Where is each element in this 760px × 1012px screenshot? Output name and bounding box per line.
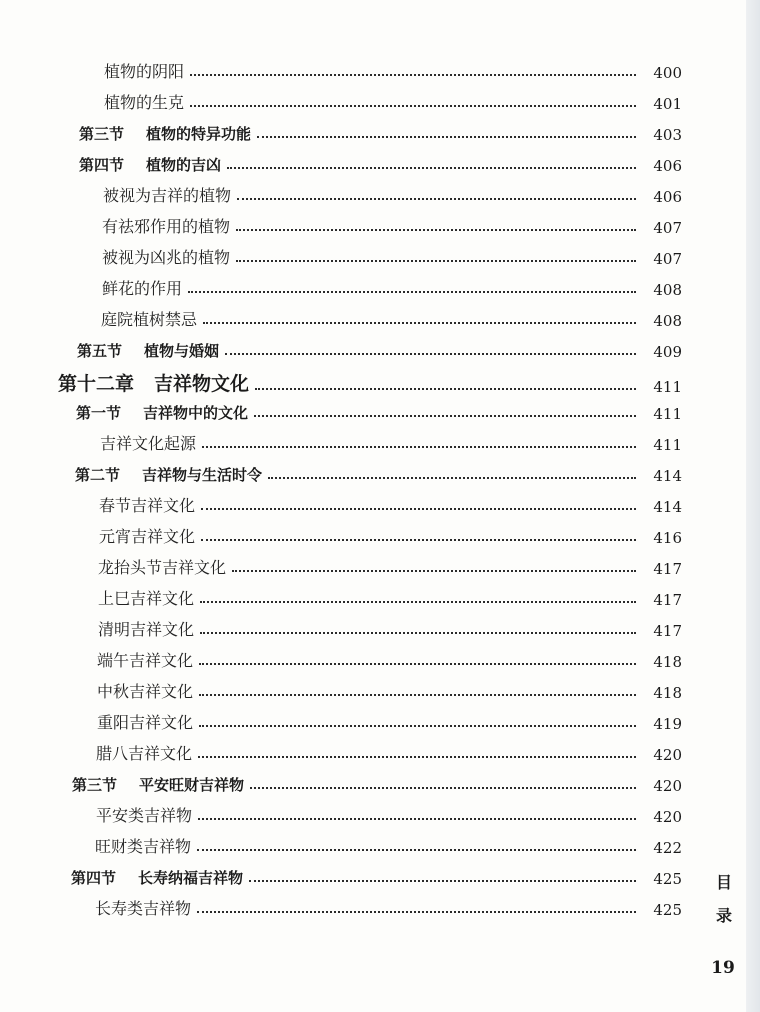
toc-entry (97, 676, 682, 702)
dot-leader (254, 414, 636, 417)
dot-leader (199, 662, 636, 665)
toc-label (79, 154, 227, 175)
toc-page-number: 417 (653, 560, 682, 578)
toc-page-number: 425 (653, 901, 682, 919)
toc-title: 腊八吉祥文化 (96, 744, 193, 763)
toc-label (95, 896, 197, 919)
toc-title: 吉祥物与生活时令 (142, 466, 263, 484)
toc-entry (95, 893, 682, 919)
toc-title: 龙抬头节吉祥文化 (98, 558, 227, 577)
toc-entry (96, 738, 682, 764)
toc-label (103, 183, 237, 206)
dot-leader (190, 104, 636, 107)
toc-title: 平安旺财吉祥物 (139, 776, 245, 794)
dot-leader (236, 259, 636, 262)
toc-title: 长寿类吉祥物 (95, 899, 192, 918)
toc-page-number: 420 (653, 777, 682, 795)
toc-label (104, 90, 190, 113)
toc-title: 植物与婚姻 (144, 342, 220, 360)
dot-leader (201, 538, 636, 541)
toc-number: 第五节 (77, 342, 123, 360)
dot-leader (199, 693, 636, 696)
toc-title: 被视为凶兆的植物 (102, 248, 231, 267)
toc-label (71, 867, 249, 888)
toc-page-number: 414 (653, 467, 682, 485)
toc-title: 中秋吉祥文化 (97, 682, 194, 701)
toc-entry (98, 614, 682, 640)
toc-entry (98, 552, 682, 578)
dot-leader (197, 910, 636, 913)
dot-leader (203, 321, 636, 324)
toc-entry (102, 242, 682, 268)
toc-title: 植物的生克 (104, 93, 185, 112)
dot-leader (227, 166, 636, 169)
toc-page-number: 418 (653, 653, 682, 671)
toc-page-number: 417 (653, 591, 682, 609)
toc-page-number: 401 (653, 95, 682, 113)
toc-label (58, 369, 255, 396)
toc-page-number: 407 (653, 219, 682, 237)
dot-leader (188, 290, 636, 293)
toc-number: 第三节 (79, 125, 125, 143)
toc-section (75, 459, 682, 485)
toc-section (79, 149, 682, 175)
toc-entry (96, 800, 682, 826)
toc-title: 端午吉祥文化 (97, 651, 194, 670)
toc-section (71, 862, 682, 888)
toc-label (100, 431, 202, 454)
dot-leader (199, 724, 636, 727)
toc-title: 春节吉祥文化 (99, 496, 196, 515)
page-number: 19 (711, 958, 735, 978)
toc-title: 重阳吉祥文化 (97, 713, 194, 732)
toc-page-number: 406 (653, 157, 682, 175)
dot-leader (198, 817, 636, 820)
toc-title: 清明吉祥文化 (98, 620, 195, 639)
toc-label (104, 59, 190, 82)
toc-number: 第四节 (71, 869, 117, 887)
toc-label (98, 617, 200, 640)
toc-title: 平安类吉祥物 (96, 806, 193, 825)
toc-title: 植物的吉凶 (146, 156, 222, 174)
dot-leader (200, 600, 636, 603)
toc-page-number: 400 (653, 64, 682, 82)
toc-title: 庭院植树禁忌 (101, 310, 198, 329)
toc-entry (97, 645, 682, 671)
toc-label (102, 245, 236, 268)
toc-page-number: 425 (653, 870, 682, 888)
toc-page-number: 409 (653, 343, 682, 361)
toc-entry (103, 180, 682, 206)
dot-leader (190, 73, 636, 76)
toc-title: 有祛邪作用的植物 (102, 217, 231, 236)
toc-page-number: 407 (653, 250, 682, 268)
toc-page-number: 411 (653, 378, 682, 396)
toc-entry (102, 211, 682, 237)
toc-section (76, 397, 682, 423)
toc-label (98, 555, 232, 578)
toc-title: 旺财类吉祥物 (95, 837, 192, 856)
toc-page-number: 408 (653, 312, 682, 330)
toc-label (96, 803, 198, 826)
toc-page-number: 420 (653, 808, 682, 826)
toc-label (79, 123, 257, 144)
page-edge (746, 0, 760, 1012)
toc-label (98, 586, 200, 609)
toc-entry (99, 490, 682, 516)
side-label-lu: 录 (715, 906, 732, 925)
toc-title: 植物的阴阳 (104, 62, 185, 81)
dot-leader (249, 879, 636, 882)
dot-leader (225, 352, 636, 355)
toc-label (99, 524, 201, 547)
toc-title: 被视为吉祥的植物 (103, 186, 232, 205)
toc-label (96, 741, 198, 764)
dot-leader (237, 197, 636, 200)
toc-label (101, 307, 203, 330)
dot-leader (236, 228, 636, 231)
toc-page-number: 420 (653, 746, 682, 764)
toc-title: 长寿纳福吉祥物 (138, 869, 244, 887)
toc-entry (99, 521, 682, 547)
toc-entry (97, 707, 682, 733)
toc-number: 第三节 (72, 776, 118, 794)
toc-chapter (58, 370, 682, 396)
dot-leader (200, 631, 636, 634)
toc-label (75, 464, 268, 485)
toc-page-number: 416 (653, 529, 682, 547)
toc-label (99, 493, 201, 516)
toc-entry (100, 428, 682, 454)
dot-leader (257, 135, 636, 138)
toc-label (97, 710, 199, 733)
toc-page-number: 406 (653, 188, 682, 206)
toc-entry (102, 273, 682, 299)
toc-label (102, 276, 188, 299)
toc-page-number: 408 (653, 281, 682, 299)
dot-leader (232, 569, 636, 572)
dot-leader (201, 507, 636, 510)
toc-title: 植物的特异功能 (146, 125, 252, 143)
toc-page-number: 403 (653, 126, 682, 144)
dot-leader (250, 786, 636, 789)
dot-leader (268, 476, 636, 479)
toc-number: 第十二章 (58, 373, 135, 395)
toc-entry (95, 831, 682, 857)
toc-page-number: 411 (653, 405, 682, 423)
toc-entry (101, 304, 682, 330)
toc-entry (98, 583, 682, 609)
side-label-mu: 目 (715, 873, 732, 892)
toc-page-number: 419 (653, 715, 682, 733)
toc-label (102, 214, 236, 237)
toc-entry (104, 56, 682, 82)
toc-title: 吉祥文化起源 (100, 434, 197, 453)
toc-number: 第一节 (76, 404, 122, 422)
toc-page-number: 411 (653, 436, 682, 454)
toc-title: 吉祥物中的文化 (143, 404, 249, 422)
toc-page-number: 417 (653, 622, 682, 640)
toc-page-number: 422 (653, 839, 682, 857)
toc-page-number: 418 (653, 684, 682, 702)
dot-leader (198, 755, 636, 758)
dot-leader (197, 848, 636, 851)
toc-label (97, 679, 199, 702)
toc-section (72, 769, 682, 795)
toc-page-number: 414 (653, 498, 682, 516)
dot-leader (255, 387, 636, 390)
toc-label (97, 648, 199, 671)
toc-label (77, 340, 225, 361)
toc-label (95, 834, 197, 857)
toc-number: 第二节 (75, 466, 121, 484)
toc-title: 元宵吉祥文化 (99, 527, 196, 546)
toc-title: 鲜花的作用 (102, 279, 183, 298)
toc-entry (104, 87, 682, 113)
toc-label (76, 402, 254, 423)
toc-title: 吉祥物文化 (154, 373, 250, 395)
toc-section (77, 335, 682, 361)
toc-number: 第四节 (79, 156, 125, 174)
dot-leader (202, 445, 636, 448)
toc-label (72, 774, 250, 795)
toc-section (79, 118, 682, 144)
toc-title: 上巳吉祥文化 (98, 589, 195, 608)
